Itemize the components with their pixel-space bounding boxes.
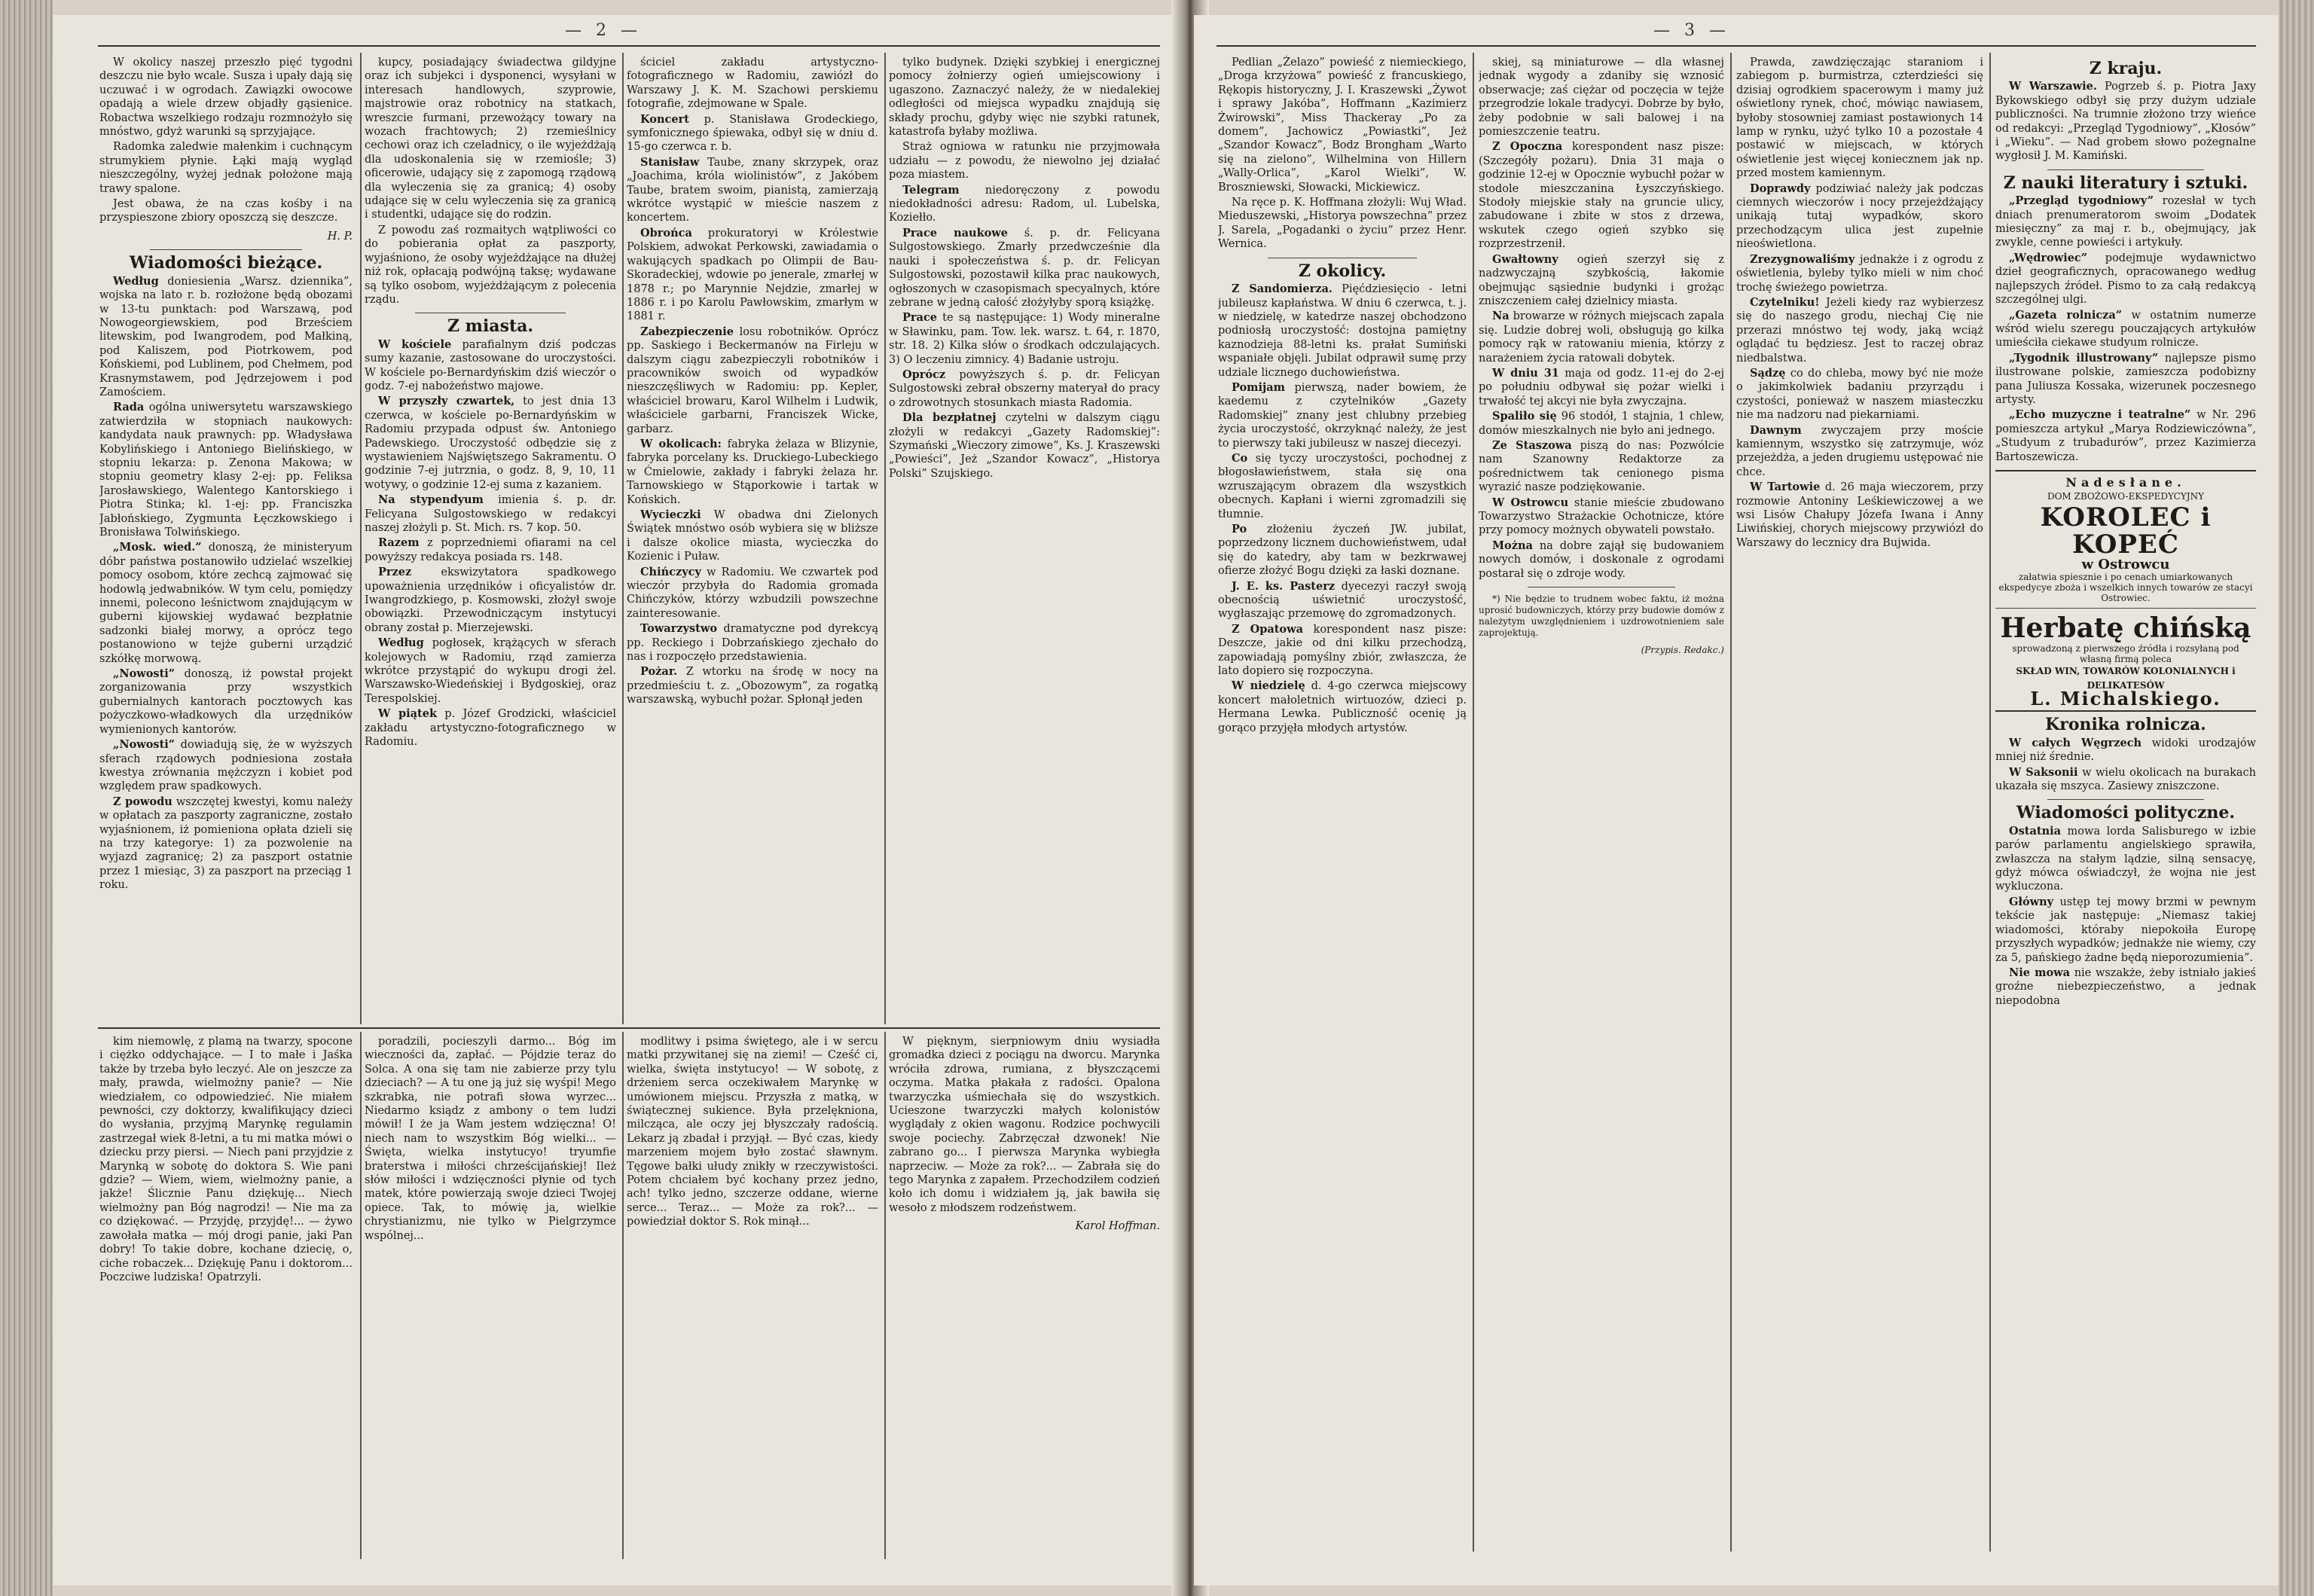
signature: H. P. bbox=[327, 230, 353, 243]
section-heading-region: Z okolicy. bbox=[1298, 261, 1387, 281]
feuilleton-column-3 bbox=[627, 1035, 878, 1555]
news-item: Zabezpieczenie losu robotników. Oprócz pp. Saskiego i Beckermanów na Firleju w dalszym ciągu zabezpieczyli robotników i pracowników swoich od wypadków nieszczęśliwych w Radomiu: pp. Kepler, właściciel browaru, Karol Wilhelm i Ludwik, właściciele garbarni, Franciszek Wicke, garbarz. bbox=[627, 325, 878, 435]
column-rule bbox=[884, 53, 886, 1024]
news-item: Z Opatowa korespondent nasz pisze: Deszcze, jakie od dni kilku przechodzą, zapowiadają pomyślny zbiór, zwłaszcza, że lato dopiero się rozpoczyna. bbox=[1218, 622, 1467, 678]
feuilleton-rule bbox=[98, 1027, 1160, 1029]
left-page-number: — 2 — bbox=[565, 21, 642, 40]
ad-owner: L. Michalskiego. bbox=[2030, 688, 2221, 710]
section-heading-current-news: Wiadomości bieżące. bbox=[129, 253, 323, 273]
news-item: Obrońca prokuratoryi w Królestwie Polskiem, adwokat Perkowski, zawiadamia o wakujących spadkach po Olimpii de Bau-Skoradeckiej, wdowie po jenerale, zmarłej w 1878 r.; po Marynnie Nejdzie, zmarłej w 1886 r. i po Karolu Pawłowskim, zmarłym w 1881 r. bbox=[627, 226, 878, 323]
ad-line: DOM ZBOŻOWO-EKSPEDYCYJNY bbox=[2047, 491, 2205, 502]
paragraph: Z powodu zaś rozmaitych wątpliwości co do pobierania opłat za paszporty, wyjaśniono, że osoby wyjeżdżające na dłużej niż rok, opłacają podwójną taksę; wydawane są tylko osobom, wyjeżdżającym z polecenia rządu. bbox=[365, 224, 616, 306]
paragraph: ściciel zakładu artystyczno-fotograficznego w Radomiu, zawiózł do Warszawy J. K. M. Szachowi perskiemu fotografie, zdejmowane w Spale. bbox=[627, 56, 878, 111]
news-item: W Saksonii w wielu okolicach na burakach ukazała się mszyca. Zasiewy zniszczone. bbox=[1995, 765, 2256, 793]
ad-product-description: sprowadzoną z pierwszego źródła i rozsyłaną pod własną firmą poleca bbox=[2012, 643, 2239, 665]
news-item: W piątek p. Józef Grodzicki, właściciel zakładu artystyczno-fotograficznego w Radomiu. bbox=[365, 707, 616, 749]
news-item: Z Sandomierza. Pięćdziesięcio - letni jubileusz kapłaństwa. W dniu 6 czerwca, t. j. w niedzielę, w katedrze naszej obchodzono podniosłą uroczystość: dostojna pamiętny kaznodzieja 88-letni ks. prałat Sumiński wspaniałe objęli. Jubilat odprawił sumę przy udziale licznego duchowieństwa. bbox=[1218, 282, 1467, 379]
feuilleton-text: modlitwy i psima świętego, ale i w sercu matki przywitanej się na ziemi! — Cześć ci, wielka, święta instytucyo! — W sobotę, z drżeniem serca oczekiwałem Marynkę w umówionem miejscu. Przyszła z matką, w świątecznej sukience. Była przelękniona, milcząca, ale oczy jej błyszczały radością. Lekarz ją zbadał i przyjął. — Być czas, kiedy marzeniem mojem było zostać sławnym. Tęgowe bałki ułudy znikły w rzeczywistości. Potem chciałem być kochany przez jedno, ach! tylko jedno, szczerze oddane, wierne serce... Teraz... — Może za rok?... — powiedział doktor S. Rok minął... bbox=[627, 1036, 878, 1228]
right-page-stack-edge bbox=[2279, 0, 2314, 1596]
news-item: W niedzielę d. 4-go czerwca miejscowy koncert małoletnich wirtuozów, dzieci p. Hermana Lewka. Publiczność ocenię ją gorąco przyjęła młodych artystów. bbox=[1218, 679, 1467, 734]
right-page bbox=[1194, 15, 2279, 1585]
ad-firm-name: KOROLEC i KOPEĆ bbox=[2040, 502, 2212, 560]
section-heading-agriculture: Kronika rolnicza. bbox=[2045, 715, 2206, 735]
header-rule bbox=[1217, 45, 2256, 47]
news-item: „Wędrowiec” podejmuje wydawnictwo dzieł geograficznych, opracowanego według najlepszych źródeł. Pismo to za całą redakcyą szczególnej ulgi. bbox=[1995, 251, 2256, 307]
feuilleton-column-2 bbox=[365, 1035, 616, 1555]
news-item: J. E. ks. Pasterz dyecezyi raczył swoją obecnością uświetnić uroczystość, wygłaszając przemowę do zgromadzonych. bbox=[1218, 579, 1467, 621]
news-item: „Tygodnik illustrowany” najlepsze pismo ilustrowane polskie, zamieszcza podobizny pana Juliusza Kossaka, wizerunek poczesnego artysty. bbox=[1995, 351, 2256, 406]
right-column-1 bbox=[1218, 56, 1467, 1555]
news-item: W całych Węgrzech widoki urodzajów mniej niż średnie. bbox=[1995, 736, 2256, 764]
news-item: Pomijam pierwszą, nader bowiem, że kaedemu z czytelników „Gazety Radomskiej” znany jest chlubny przebieg życia uroczystość, okrzyknąć należy, że jest to pierwszy taki jubileusz w naszej diecezyi. bbox=[1218, 380, 1467, 450]
column-rule bbox=[360, 1032, 362, 1559]
right-column-3 bbox=[1736, 56, 1983, 1555]
left-column-4 bbox=[889, 56, 1160, 1023]
news-item: Można na dobre zajął się budowaniem nowych domów, i doskonale z ogrodami postarał się o zdroje wody. bbox=[1479, 539, 1724, 580]
paragraph: Na ręce p. K. Hoffmana złożyli: Wuj Wład. Mieduszewski, „Historya powszechna” przez J. Sarela, „Pogadanki o życiu” przez Henr. Wernica. bbox=[1218, 197, 1467, 251]
news-item: Rada ogólna uniwersytetu warszawskiego zatwierdziła w stopniach naukowych: kandydata nauk prawnych: pp. Władysława Kobylińskiego i Antoniego Bielińskiego, w stopniu lekarza: p. Zenona Makowa; w stopniu geometry klasy 2-ej: pp. Feliksa Jarosławskiego, Walentego Kantorskiego i Piotra Stinka; kl. 1-ej: pp. Franciszka Jabłońskiego, Zygmunta Łęczkowskiego i Bronisława Tolwińskiego. bbox=[99, 401, 353, 539]
ad-label: Nadesłane. bbox=[2065, 475, 2186, 490]
paragraph: Prawda, zawdzięczając staraniom i zabiegom p. burmistrza, czterdzieści się dzisiaj ogrodkiem spacerowym i mamy już oświetlony rynek, choć, mówiąc nawiasem, byłoby stosowniej zamiast postawionych 14 lamp w rynku, użyć tylko 10 a pozostałe 4 postawić w miejscach, w których oświetlenie jest więcej koniecznem jak np. przed mostem kamiennym. bbox=[1736, 56, 1983, 180]
news-item: Doprawdy podziwiać należy jak podczas ciemnych wieczorów i nocy przejeżdżający unikają tutaj wypadków, skoro przechodzącym ulica jest zupełnie nieoświetlona. bbox=[1736, 182, 1983, 251]
news-item: Według pogłosek, krążących w sferach kolejowych w Radomiu, rząd zamierza wkrótce przystąpić do wykupu drogi żel. Warszawsko-Wiedeńskiej i Bydgoskiej, oraz Terespolskiej. bbox=[365, 636, 616, 705]
news-item: Zrezygnowaliśmy jednakże i z ogrodu z oświetlenia, byleby tylko mieli w nim choć trochę świeżego powietrza. bbox=[1736, 252, 1983, 294]
ad-city: w Ostrowcu bbox=[2081, 556, 2170, 572]
news-item: Dla bezpłatnej czytelni w dalszym ciągu złożyli w redakcyi „Gazety Radomskiej”: Szymański „Wieczory zimowe”, Ks. J. Kraszewski „Powieści”, Jeż „Szandor Kowacz”, „Historya Polski” Szujskiego. bbox=[889, 411, 1160, 480]
news-item: Prace te są następujące: 1) Wody mineralne w Sławinku, pam. Tow. lek. warsz. t. 64, r. 1870, str. 18. 2) Kilka słów o środkach odczulających. 3) O leczeniu zimnicy. 4) Badanie ustroju. bbox=[889, 311, 1160, 366]
feuilleton-column-1 bbox=[99, 1035, 353, 1555]
paragraph: Straż ogniowa w ratunku nie przyjmowała udziału — z powodu, że niewolno jej działać poza miastem. bbox=[889, 141, 1160, 182]
section-heading-city: Z miasta. bbox=[447, 316, 534, 337]
news-item: W Ostrowcu stanie mieście zbudowano Towarzystwo Strażackie Ochotnicze, które przy pomocy możnych obywateli powstało. bbox=[1479, 496, 1724, 537]
ad-shop: SKŁAD WIN, TOWARÓW KOLONIALNYCH i DELIKATESÓW bbox=[2016, 666, 2236, 691]
left-page bbox=[53, 15, 1183, 1585]
ad-description: załatwia spiesznie i po cenach umiarkowanych ekspedycye zboża i wszelkich innych towarów ze stacyi Ostrowiec. bbox=[1998, 572, 2253, 604]
news-item: Na stypendyum imienia ś. p. dr. Felicyana Sulgostowskiego w redakcyi naszej złożyli p. St. Mich. rs. 7 kop. 50. bbox=[365, 493, 616, 534]
feuilleton-text: poradzili, pocieszyli darmo... Bóg im wieczności da, zapłać. — Pójdzie teraz do Solca. A ona się tam nie zabierze przy tylu dzieciach? — A tu one ją już się wyśpi! Mego szkrabka, nie potrafi słowa wyrzec... Niedarmo ksiądz z ambony o tem ludzi mówił! I że ja Wam jestem wdzięczna! O! niech nam to wszystkim Bóg wielki... — Święta, wielka instytucyo! tryumfie braterstwa i miłości chrześcijańskiej! Ileż słów miłości i wdzięczności płynie od tych matek, które powierzają swoje dzieci Twojej opiece. Tak, to mówię ja, wielkie chrystianizmu, nie tylko w Pielgrzymce wspólnej... bbox=[365, 1036, 616, 1242]
news-item: „Gazeta rolnicza” w ostatnim numerze wśród wielu szeregu pouczających artykułów umieściła ciekawe studyum rolnicze. bbox=[1995, 308, 2256, 349]
advertisement-block bbox=[1995, 470, 2256, 712]
feuilleton-text: W pięknym, sierpniowym dniu wysiadła gromadka dzieci z pociągu na dworcu. Marynka wróciła zdrowa, rumiana, z błyszczącemi oczyma. Matka płakała z radości. Opalona twarzyczka uśmiechała się do wszystkich. Ucieszone twarzyczki małych kolonistów wyglądały z okien wagonu. Rodzice pochwycili swoje pociechy. Zabrzęczał dzwonek! Nie zabrano go... I pierwsza Marynka wybiegła naprzeciw. — Może za rok?... — Zabrała się do tego Marynka z zapałem. Przechodziłem codzień koło ich domu i widziałem ją, jak bawiła się wesoło z młodszem rodzeństwem. bbox=[889, 1036, 1160, 1214]
footnote-signature: (Przypis. Redakc.) bbox=[1641, 645, 1724, 656]
news-item: Po złożeniu życzeń JW. jubilat, poprzedzony licznem duchowieństwem, udał się do katedry, aby tam w bezkrwawej ofierze złożyć Bogu dzięki za łaski doznane. bbox=[1218, 523, 1467, 578]
section-heading-literature: Z nauki literatury i sztuki. bbox=[2003, 172, 2248, 193]
news-item: Z powodu wszczętej kwestyi, komu należy w opłatach za paszporty zagraniczne, zostało wyjaśnionem, iż pomieniona opłata dzieli się na trzy kategorye: 1) za pozwolenie na wyjazd zagranicę; 2) za paszport ostatnie przez 1 miesiąc, 3) za paszport na przeciąg 1 roku. bbox=[99, 795, 353, 892]
news-item: Towarzystwo dramatyczne pod dyrekcyą pp. Reckiego i Dobrzańskiego zjechało do nas i rozpoczęło przedstawienia. bbox=[627, 622, 878, 664]
feuilleton-text: kim niemowlę, z plamą na twarzy, spocone i ciężko oddychające. — I to małe i Jaśka także by trzeba było leczyć. Ale on jeszcze za mały, prawda, wielmożny panie? — Nie wiedziałem, co odpowiedzieć. Nie miałem pewności, czy doktorzy, kwalifikujący dzieci do wysłania, przyjmą Marynkę regulamin zastrzegał wiek 8-letni, a tu mi matka mówi o dziecku przy piersi. — Niech pani przyjdzie z Marynką w sobotę do doktora S. Wie pani gdzie? — Wiem, wiem, wielmożny panie, a jakże! Ślicznie Panu dziękuję... Niech wielmożny pan Bóg nagrodzi! — Nie ma za co dziękować. — Przyjdę, przyjdę!... — żywo zawołała matka — mój drogi panie, jaki Pan dobry! To takie dobre, kochane dziecię, o, ciche robaczek... Dziękuję Panu i doktorom... Poczciwe ludziska! Opatrzyli. bbox=[99, 1036, 353, 1283]
column-rule bbox=[622, 1032, 624, 1559]
news-item: Prace naukowe ś. p. dr. Felicyana Sulgostowskiego. Zmarły przedwcześnie dla nauki i społeczeństwa ś. p. dr. Felicyan Sulgostowski, pozostawił kilka prac naukowych, ogłoszonych w czasopismach specyalnych, które zebrane w jedną całość złożyłyby sporą książkę. bbox=[889, 226, 1160, 309]
paragraph: tylko budynek. Dzięki szybkiej i energicznej pomocy żołnierzy ogień umiejscowiony i ugaszono. Zaznaczyć należy, że w niedalekiej odległości od miejsca wypadku znajdują się składy prochu, gdyby więc nie szybki ratunek, katastrofa byłaby możliwa. bbox=[889, 56, 1160, 139]
paragraph: skiej, są miniaturowe — dla własnej jednak wygody a zdaniby się wznosić obserwacje; zaś ciężar od poczęcia w tejże przegrodzie lokale tradycyi. Dobrze by było, żeby podobnie w sali balowej i na pomieszczenie teatru. bbox=[1479, 56, 1724, 139]
right-column-4 bbox=[1995, 56, 2256, 1555]
right-column-2 bbox=[1479, 56, 1724, 1555]
news-item: Gwałtowny ogień szerzył się z nadzwyczajną szybkością, łakomie obejmując sąsiednie budynki i grożąc zniszczeniem całej dzielnicy miasta. bbox=[1479, 252, 1724, 307]
news-item: Sądzę co do chleba, mowy być nie może o jakimkolwiek badaniu przyrządu i czystości, ponieważ w naszem miasteczku nie ma nadzoru nad piekarniami. bbox=[1736, 366, 1983, 422]
news-item: W dniu 31 maja od godz. 11-ej do 2-ej po południu odbywał się pożar wielki i trwałość tej akcyi nie była zwyczajna. bbox=[1479, 366, 1724, 407]
news-item: Oprócz powyższych ś. p. dr. Felicyan Sulgostowski zebrał obszerny materyał do pracy o zdrowotnych stosunkach miasta Radomia. bbox=[889, 368, 1160, 409]
weather-report: W okolicy naszej przeszło pięć tygodni deszczu nie było wcale. Susza i upały dają się uczuwać i w ogrodach. Zawiązki owocowe opadają a wiele drzew objadły gąsienice. Robactwa wszelkiego rodzaju rozmnożyło się mnóstwo, gdyż warunki są sprzyjające. bbox=[99, 56, 353, 139]
news-item: Chińczycy w Radomiu. We czwartek pod wieczór przybyła do Radomia gromada Chińczyków, którzy wzbudzili powszechne zainteresowanie. bbox=[627, 565, 878, 620]
news-item: „Nowosti” dowiadują się, że w wyższych sferach rządowych podniesiona została kwestya zrównania mężczyzn i kobiet pod względem praw spadkowych. bbox=[99, 738, 353, 793]
news-item: W Tartowie d. 26 maja wieczorem, przy rozmowie Antoniny Leśkiewiczowej a we wsi Lisów Chałupy Józefa Iwana i Anny Liwińskiej, chorych miejscowy przywiózł do Warszawy do lecznicy dra Bujwida. bbox=[1736, 481, 1983, 549]
divider bbox=[150, 249, 302, 250]
paragraph: Pedlian „Żelazo” powieść z niemieckiego, „Droga krzyżowa” powieść z francuskiego, Rękopis historyczny, J. I. Kraszewski „Żywot i sprawy Jakóba”, Hoffmann „Kazimierz Żwirowski”, Miss Thackeray „Po za domem”, Jachowicz „Powiastki”, Jeż „Szandor Kowacz”, Bodz Brongham „Warto się na zielono”, Wilhelmina von Hillern „Wally-Orlica”, „Karol Wielki”, W. Broszniewski, Słowacki, Mickiewicz. bbox=[1218, 56, 1467, 194]
ad-divider bbox=[1995, 608, 2256, 609]
news-item: Główny ustęp tej mowy brzmi w pewnym tekście jak następuje: „Niemasz takiej wiadomości, któraby niepokoiła Europę przyszłych wypadków; jednakże nie wiemy, czy za 5, pańskiego żadne będą nieporozumienia”. bbox=[1995, 895, 2256, 964]
news-item: Czytelniku! Jeżeli kiedy raz wybierzesz się do naszego grodu, niechaj Cię nie przerazi mnóstwo tej wody, jaką wciąż oglądać tu będziesz. Jest to raczej obraz niedbalstwa. bbox=[1736, 295, 1983, 365]
news-item: Nie mowa nie wszakże, żeby istniało jakieś groźne niebezpieczeństwo, a jednak niepodobna bbox=[1995, 966, 2256, 1007]
weather-report-3: Jest obawa, że na czas kośby i na przyspieszone zbiory oposzczą się deszcze. bbox=[99, 198, 353, 224]
section-heading-country: Z kraju. bbox=[2089, 59, 2163, 78]
left-column-3 bbox=[627, 56, 878, 1023]
news-item: Z Opoczna korespondent nasz pisze: (Szczegóły pożaru). Dnia 31 maja o godzinie 12-ej w Opocznie wybuchł pożar w stodole mieszczanina Łyszczyńskiego. Stodoły miejskie stały na gruncie ulicy, zabudowane i zbite w stos z drzewa, wskutek czego ogień szybko się rozprzestrzenił. bbox=[1479, 140, 1724, 251]
news-item: W przyszły czwartek, to jest dnia 13 czerwca, w kościele po-Bernardyńskim w Radomiu przypada odpust św. Antoniego Padewskiego. Uroczystość odbędzie się z wystawieniem Najświętszego Sakramentu. O godzinie 7-ej jutrznia, o godz. 8, 9, 10, 11 wotywy, o godzinie 12-ej suma z kazaniem. bbox=[365, 395, 616, 491]
left-column-2 bbox=[365, 56, 616, 1023]
news-item: Pożar. Z wtorku na środę w nocy na przedmieściu t. z. „Obozowym”, za rogatką warszawską, wybuchł pożar. Spłonął jeden bbox=[627, 665, 878, 706]
news-item: Spaliło się 96 stodół, 1 stajnia, 1 chlew, domów mieszkalnych nie było ani jednego. bbox=[1479, 410, 1724, 437]
column-rule bbox=[884, 1032, 886, 1559]
left-page-stack-edge bbox=[0, 0, 53, 1596]
column-rule bbox=[1473, 53, 1474, 1552]
divider bbox=[2047, 799, 2204, 800]
footnote: *) Nie będzie to trudnem wobec faktu, iż można uprosić budowniczych, którzy przy budowie domów z należytym uwzględnieniem i uzdrowotnieniem sale zaprojektują. bbox=[1479, 594, 1724, 639]
feuilleton-column-4 bbox=[889, 1035, 1160, 1555]
news-item: Ostatnia mowa lorda Salisburego w izbie parów parlamentu angielskiego sprawiła, zwłaszcza na stałym lądzie, silną sensacyę, gdyż mówca oświadczył, że wojna nie jest wykluczona. bbox=[1995, 824, 2256, 893]
news-item: W okolicach: fabryka żelaza w Blizynie, fabryka porcelany ks. Druckiego-Lubeckiego w Ćmielowie, zakłady i fabryki żelaza hr. Tarnowskiego w Stąporkowie i tartak w Końskich. bbox=[627, 437, 878, 506]
author-signature: Karol Hoffman. bbox=[1075, 1220, 1160, 1233]
news-item: Koncert p. Stanisława Grodeckiego, symfonicznego śpiewaka, odbył się w dniu d. 15-go czerwca r. b. bbox=[627, 112, 878, 154]
news-item: Wycieczki W obadwa dni Zielonych Świątek mnóstwo osób wybiera się w bliższe i dalsze okolice miasta, wycieczka do Kozienic i Puław. bbox=[627, 508, 878, 563]
column-rule bbox=[360, 53, 362, 1024]
divider bbox=[2047, 169, 2204, 170]
news-item: Ze Staszowa piszą do nas: Pozwólcie nam Szanowny Redaktorze za pośrednictwem tak cenionego pisma wyrazić nasze podziękowanie. bbox=[1479, 438, 1724, 494]
news-item: Co się tyczy uroczystości, pochodnej z błogosławieństwem, stała się ona wzruszającym obrazem dla wszystkich obecnych. Kapłani i wierni zgromadzili się tłumnie. bbox=[1218, 451, 1467, 520]
news-item: „Przegląd tygodniowy” rozesłał w tych dniach prenumeratorom swoim „Dodatek miesięczny” za maj r. b., obejmujący, jak zwykle, cenne powieści i artykuły. bbox=[1995, 194, 2256, 249]
news-item: W kościele parafialnym dziś podczas sumy kazanie, zastosowane do uroczystości. W kościele po-Bernardyńskim dziś wieczór o godz. 7-ej nabożeństwo majowe. bbox=[365, 337, 616, 392]
news-item: Na browarze w różnych miejscach zapala się. Ludzie dobrej woli, obsługują go kilka pomocy rąk w ratowaniu mienia, którzy z narażeniem życia ratowali dobytek. bbox=[1479, 310, 1724, 365]
news-item: Dawnym zwyczajem przy moście kamiennym, wszystko się zatrzymuje, wóz przejeżdża, a jeden drugiemu ustępować nie chce. bbox=[1736, 423, 1983, 478]
news-item: W Warszawie. Pogrzeb ś. p. Piotra Jaxy Bykowskiego odbył się przy dużym udziale publiczności. Na trumnie złożono trzy wieńce od redakcyi: „Przegląd Tygodniowy”, „Kłosów” i „Wieku”. — Nad grobem słowo pożegnalne wygłosił J. M. Kamiński. bbox=[1995, 80, 2256, 163]
left-column-1 bbox=[99, 56, 353, 1023]
news-item: „Echo muzyczne i teatralne” w Nr. 296 pomieszcza artykuł „Marya Rodziewiczówna”, „Studyum z trubadurów”, przez Kazimierza Bartoszewicza. bbox=[1995, 408, 2256, 463]
news-item: Razem z poprzedniemi ofiarami na cel powyższy redakcya posiada rs. 148. bbox=[365, 536, 616, 563]
news-item: Według doniesienia „Warsz. dziennika”, wojska na lato r. b. rozłożone będą obozami w 13-tu punktach: pod Warszawą, pod Nowogeorgiewskiem, pod Brześciem litewskim, pod Iwangrodem, pod Małkiną, pod Kaliszem, pod Piotrkowem, pod Końskiemi, pod Lublinem, pod Chełmem, pod Krasnymstawem, pod Jędrzejowem i pod Zamościem. bbox=[99, 274, 353, 398]
header-rule bbox=[98, 45, 1160, 47]
news-item: Telegram niedoręczony z powodu niedokładności adresu: Radom, ul. Lubelska, Koziełło. bbox=[889, 183, 1160, 224]
news-item: „Nowosti” donoszą, iż powstał projekt zorganizowania przy wszystkich gubernialnych kantorach pocztowych kas pożyczkowo-władkowych dla urzędników wymienionych kantorów. bbox=[99, 667, 353, 736]
column-rule bbox=[622, 53, 624, 1024]
right-page-number: — 3 — bbox=[1653, 21, 1730, 40]
news-item: Przez ekswizytatora spadkowego upoważnienia urzędników i oficyalistów dr. Iwangrodzkiego, p. Kosmowski, złożył swoje obowiązki. Przewodniczącym instytucyi obrany został p. Mierzejewski. bbox=[365, 566, 616, 634]
news-item: Stanisław Taube, znany skrzypek, oraz „Joachima, króla wiolinistów”, z Jakóbem Taube, bratem swoim, pianistą, zamierzają wkrótce wystąpić w mieście naszem z koncertem. bbox=[627, 155, 878, 224]
paragraph: kupcy, posiadający świadectwa gildyjne oraz ich subjekci i dysponenci, wysyłani w interesach handlowych, szyprowie, majstrowie oraz robotnicy na statkach, wreszcie furmani, przewożący towary na wozach frachtowych; 2) rzemieślnicy cechowi oraz ich czeladnicy, o ile wyjeżdżają dla udoskonalenia się w rzemiośle; 3) oficerowie, udający się z zapomogą rządową dla wyleczenia się za granicą; 4) osoby udające się w celu wyleczenia się za granicą i studentki, udające się do rodzin. bbox=[365, 56, 616, 221]
column-rule bbox=[1989, 53, 1991, 1552]
weather-report-2: Radomka zaledwie małenkim i cuchnącym strumykiem płynie. Łąki mają wygląd nieszczególny, wyżej jednak położone mają trawy spalone. bbox=[99, 141, 353, 195]
section-heading-politics: Wiadomości polityczne. bbox=[2016, 803, 2235, 823]
news-item: „Mosk. wied.” donoszą, że ministeryum dóbr państwa postanowiło udzielać wszelkiej pomocy osobom, które zechcą zajmować się hodowlą jedwabników. W tym celu, pomiędzy innemi, polecono leśnictwom znajdującym w guberni kijowskiej wydawać bezpłatnie sadzonki białej morwy, a oprócz tego postanowiono w tejże guberni urządzić szkółkę morwową. bbox=[99, 541, 353, 665]
ad-product: Herbatę chińską bbox=[2000, 612, 2251, 645]
column-rule bbox=[1730, 53, 1732, 1552]
